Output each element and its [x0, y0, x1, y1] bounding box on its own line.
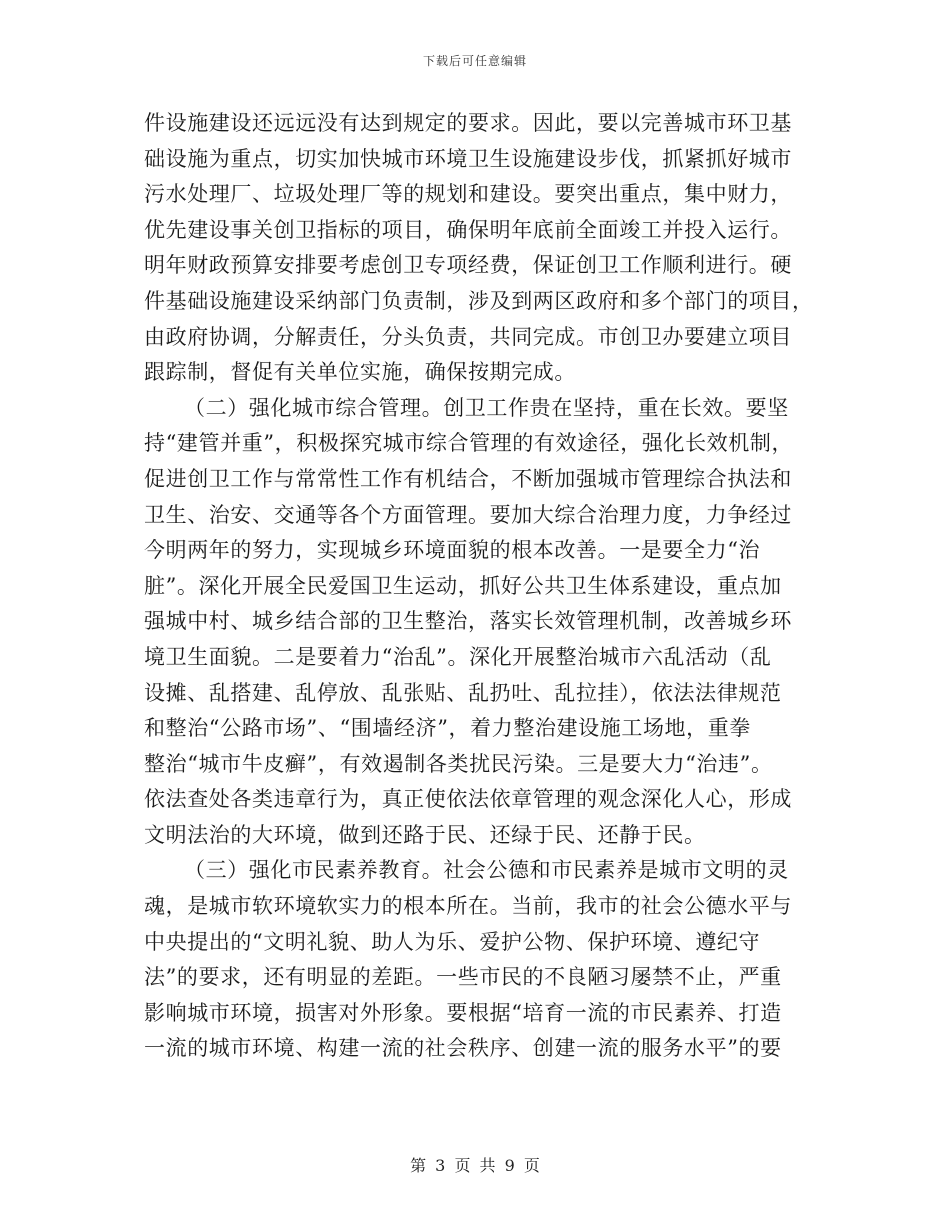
text-line: 卫生、治安、交通等各个方面管理。要加大综合治理力度，力争经过 [144, 502, 792, 527]
text-line: （三）强化市民素养教育。社会公德和市民素养是城市文明的灵 [184, 858, 789, 883]
text-line: 件基础设施建设采纳部门负责制，涉及到两区政府和多个部门的项目， [144, 288, 814, 313]
text-line: 影响城市环境，损害对外形象。要根据“培育一流的市民素养、打造 [144, 1000, 782, 1025]
text-line: 和整治“公路市场”、“围墙经济”，着力整治建设施工场地，重拳 [144, 716, 751, 741]
text-line: 设摊、乱搭建、乱停放、乱张贴、乱扔吐、乱拉挂），依法法律规范 [144, 680, 782, 705]
text-line: 优先建设事关创卫指标的项目，确保明年底前全面竣工并投入运行。 [144, 217, 792, 242]
text-line: 持“建管并重”，积极探究城市综合管理的有效途径，强化长效机制， [144, 431, 794, 456]
text-line: 中央提出的“文明礼貌、助人为乐、爱护公物、保护环境、遵纪守 [144, 929, 761, 954]
paragraph [144, 853, 824, 1067]
text-line: 脏”。深化开展全民爱国卫生运动，抓好公共卫生体系建设，重点加 [144, 573, 782, 598]
document-body [144, 106, 824, 1067]
text-line: 强城中村、城乡结合部的卫生整治，落实长效管理机制，改善城乡环 [144, 609, 792, 634]
text-line: 一流的城市环境、构建一流的社会秩序、创建一流的服务水平”的要 [144, 1036, 782, 1061]
text-line: 污水处理厂、垃圾处理厂等的规划和建设。要突出重点，集中财力， [144, 182, 792, 207]
text-line: 促进创卫工作与常常性工作有机结合，不断加强城市管理综合执法和 [144, 466, 792, 491]
text-line: 文明法治的大环境，做到还路于民、还绿于民、还静于民。 [144, 822, 706, 847]
paragraph [144, 106, 824, 391]
text-line: 依法查处各类违章行为，真正使依法依章管理的观念深化人心，形成 [144, 787, 792, 812]
text-line: 整治“城市牛皮癣”，有效遏制各类扰民污染。三是要大力“治违”。 [144, 751, 773, 776]
text-line: 础设施为重点，切实加快城市环境卫生设施建设步伐，抓紧抓好城市 [144, 146, 792, 171]
text-line: 境卫生面貌。二是要着力“治乱”。深化开展整治城市六乱活动（乱 [144, 644, 772, 669]
page-header: 下载后可任意编辑 [422, 54, 527, 68]
text-line: 魂，是城市软环境软实力的根本所在。当前，我市的社会公德水平与 [144, 894, 792, 919]
page-number: 第 3 页 共 9 页 [410, 1156, 540, 1175]
text-line: 今明两年的努力，实现城乡环境面貌的根本改善。一是要全力“治 [144, 538, 761, 563]
text-line: 件设施建设还远远没有达到规定的要求。因此，要以完善城市环卫基 [144, 111, 792, 135]
text-line: 法”的要求，还有明显的差距。一些市民的不良陋习屡禁不止，严重 [144, 965, 782, 990]
text-line: 明年财政预算安排要考虑创卫专项经费，保证创卫工作顺利进行。硬 [144, 253, 792, 278]
text-line: （二）强化城市综合管理。创卫工作贵在坚持，重在长效。要坚 [184, 395, 789, 420]
paragraph [144, 391, 824, 854]
text-line: 由政府协调，分解责任，分头负责，共同完成。市创卫办要建立项目 [144, 324, 792, 349]
text-line: 跟踪制，督促有关单位实施，确保按期完成。 [144, 360, 576, 385]
